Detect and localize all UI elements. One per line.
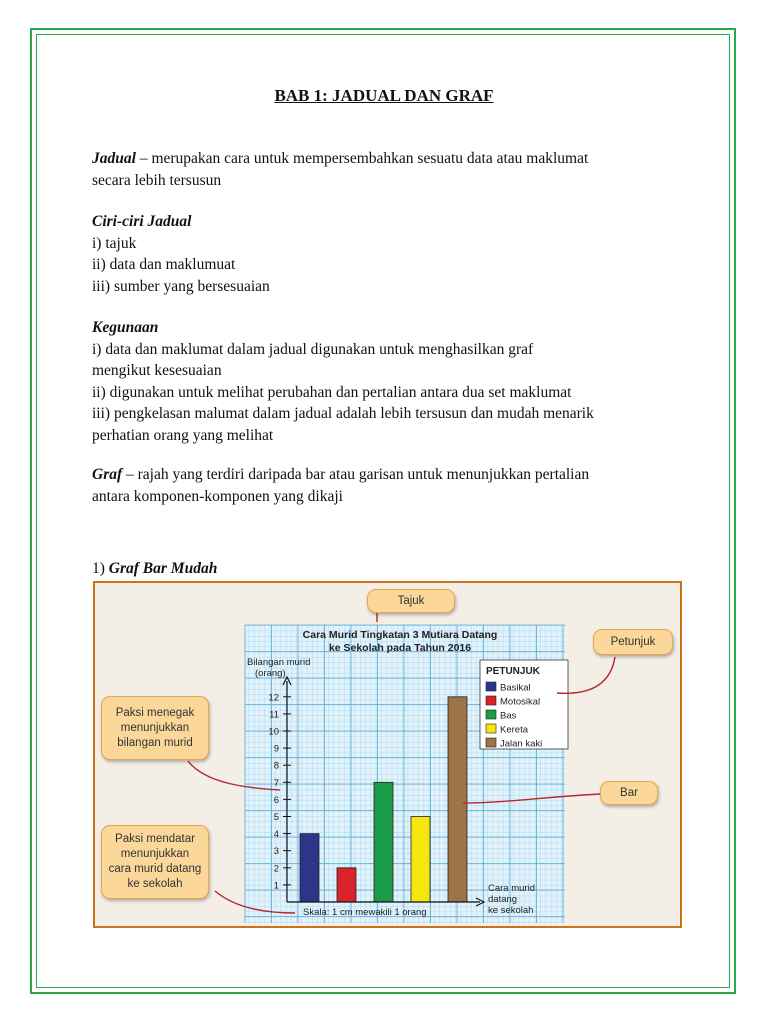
y-tick-label: 9 [273,743,279,755]
graf-definition [92,464,692,507]
ciri-item: ii) data dan maklumuat [92,256,236,273]
kegunaan-line: mengikut kesesuaian [92,362,222,379]
y-tick-label: 8 [273,760,279,772]
bar-motosikal [337,868,356,902]
legend-swatch [486,696,496,705]
y-tick-label: 4 [273,829,279,841]
y-tick-label: 11 [269,709,279,721]
jadual-definition-line1: – merupakan cara untuk mempersembahkan sesuatu data atau maklumat [135,150,589,167]
legend-label: Bas [500,710,517,722]
y-tick-label: 5 [273,812,279,823]
graf-definition-line1: – rajah yang terdiri daripada bar atau garisan untuk menunjukkan pertalian [122,466,590,483]
callout-paksi-mendatar-line: ke sekolah [127,878,183,890]
legend-label: Kereta [500,724,528,736]
bar-kereta [411,817,430,903]
y-tick-label: 2 [273,863,279,875]
ciri-item: iii) sumber yang bersesuaian [92,277,270,295]
y-tick-label: 6 [273,794,279,806]
chart-title-line2: ke Sekolah pada Tahun 2016 [328,642,472,654]
y-tick-label: 12 [268,692,279,704]
legend-swatch [486,738,496,747]
page-title: BAB 1: JADUAL DAN GRAF [274,86,494,105]
section-title: Graf Bar Mudah [108,560,218,577]
bar-basikal [300,834,319,902]
section-heading [92,558,692,580]
bar-bas [374,782,393,902]
y-axis-label-line1: Bilangan murid [247,657,311,668]
ciri-section [92,211,692,297]
kegunaan-line: ii) digunakan untuk melihat perubahan dan pertalian antara dua set maklumat [92,383,572,401]
legend-title: PETUNJUK [486,666,540,677]
callout-paksi-menegak-line: menunjukkan [120,721,190,734]
scale-note: Skala: 1 cm mewakili 1 orang [303,907,427,918]
bar-jalan-kaki [448,697,467,902]
section-number: 1) [92,560,109,577]
chart-figure [93,581,682,928]
ciri-item: i) tajuk [92,234,137,252]
callout-paksi-menegak [101,696,209,760]
graf-definition-line2: antara komponen-komponen yang dikaji [92,487,343,505]
callout-paksi-mendatar-line: Paksi mendatar [115,833,195,845]
jadual-definition-line2: secara lebih tersusun [92,171,222,189]
legend-label: Jalan kaki [500,738,543,750]
legend-label: Motosikal [500,696,541,708]
legend-swatch [486,682,496,691]
y-tick-label: 1 [273,880,279,892]
kegunaan-line: perhatian orang yang melihat [92,426,274,444]
y-tick-label: 10 [268,726,279,738]
callout-petunjuk: Petunjuk [593,629,673,655]
callout-paksi-mendatar-line: menunjukkan [120,848,190,860]
callout-tajuk: Tajuk [367,589,455,613]
legend-label: Basikal [500,682,531,694]
legend-swatch [486,710,496,719]
ciri-heading: Ciri-ciri Jadual [92,213,192,230]
x-axis-label-line1: Cara murid [488,883,535,894]
y-tick-label: 7 [273,777,279,789]
y-axis-label-line2: (orang) [255,668,286,679]
kegunaan-line: i) data dan maklumat dalam jadual digunakan untuk menghasilkan graf [92,340,534,358]
callout-bar: Bar [600,781,658,805]
jadual-term: Jadual [92,150,136,167]
x-axis-label-line3: ke sekolah [488,905,534,916]
callout-paksi-menegak-line: bilangan murid [117,736,193,749]
callout-paksi-menegak-line: Paksi menegak [115,706,195,719]
kegunaan-heading: Kegunaan [92,319,159,336]
x-axis-label-line2: datang [488,894,518,905]
kegunaan-line: iii) pengkelasan malumat dalam jadual adalah lebih tersusun dan mudah menarik [92,405,594,422]
graf-term: Graf [92,466,123,483]
callout-paksi-mendatar [101,825,209,899]
callout-paksi-mendatar-line: cara murid datang [108,863,202,875]
legend-swatch [486,724,496,733]
y-tick-label: 3 [273,846,279,858]
kegunaan-section [92,317,692,446]
chart-title-line1: Cara Murid Tingkatan 3 Mutiara Datang [302,629,498,641]
jadual-definition [92,148,692,191]
